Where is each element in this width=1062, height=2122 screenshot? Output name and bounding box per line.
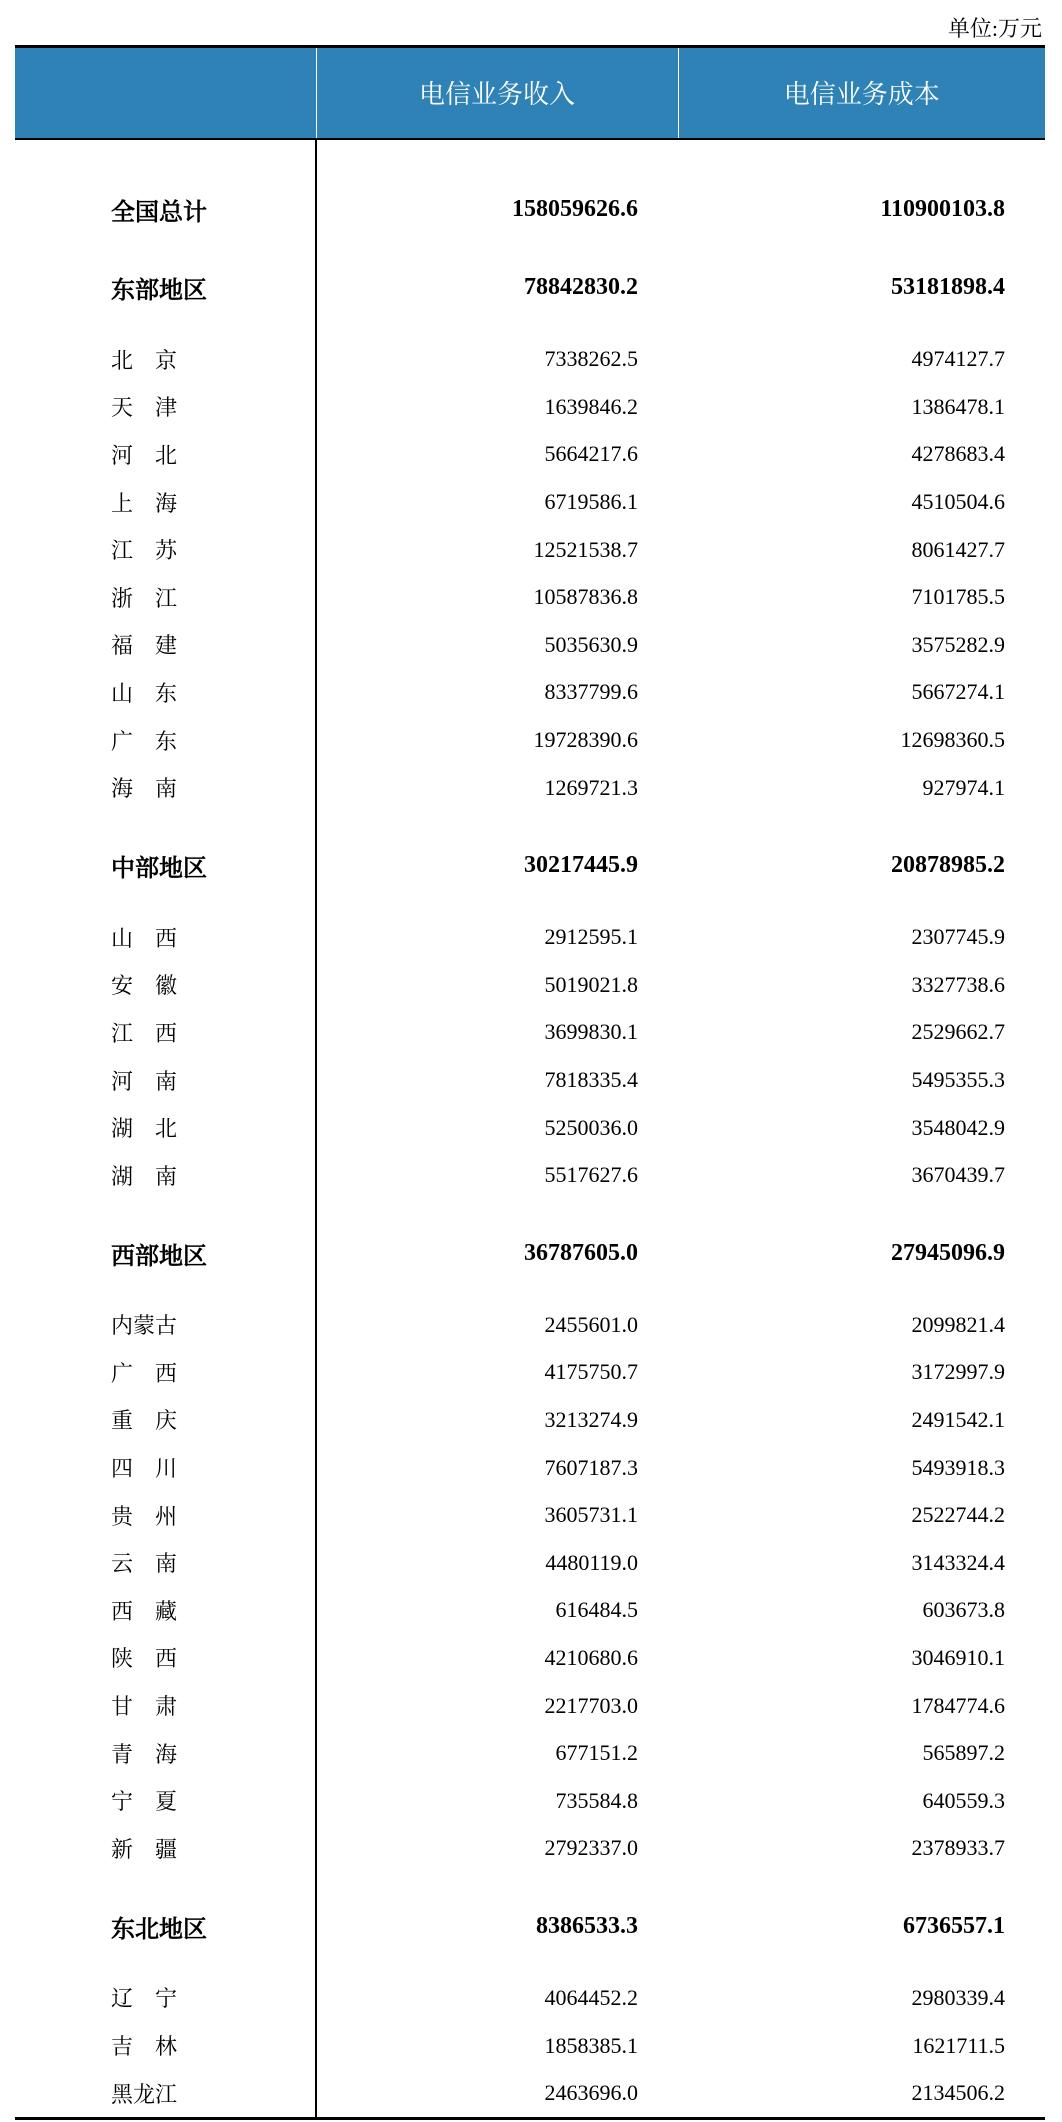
row-name: 四 川 bbox=[15, 1444, 316, 1492]
row-income: 1269721.3 bbox=[544, 774, 638, 800]
table-row-region bbox=[15, 264, 1045, 312]
row-income: 735584.8 bbox=[555, 1787, 638, 1813]
table-row-province bbox=[15, 1444, 1045, 1492]
table-row-province bbox=[15, 1349, 1045, 1397]
table-row-province bbox=[15, 1974, 1045, 2022]
row-cost: 53181898.4 bbox=[891, 274, 1005, 300]
row-income: 2217703.0 bbox=[544, 1692, 638, 1718]
row-cost: 12698360.5 bbox=[900, 727, 1005, 753]
table-row-province bbox=[15, 764, 1045, 812]
telecom-table-container bbox=[15, 45, 1045, 2120]
table-row-province bbox=[15, 913, 1045, 961]
row-income: 6719586.1 bbox=[544, 489, 638, 515]
row-cost: 640559.3 bbox=[922, 1787, 1005, 1813]
row-name: 中部地区 bbox=[15, 841, 316, 889]
row-cost: 2491542.1 bbox=[911, 1406, 1005, 1432]
table-body bbox=[15, 139, 1045, 2119]
row-income: 5035630.9 bbox=[544, 631, 638, 657]
row-name: 青 海 bbox=[15, 1729, 316, 1777]
row-cost: 5667274.1 bbox=[911, 679, 1005, 705]
row-income: 10587836.8 bbox=[533, 584, 638, 610]
row-name: 安 徽 bbox=[15, 961, 316, 1009]
row-income: 3605731.1 bbox=[544, 1502, 638, 1528]
row-cost: 3327738.6 bbox=[911, 971, 1005, 997]
row-income: 2463696.0 bbox=[316, 2069, 678, 2118]
table-row-province bbox=[15, 573, 1045, 621]
header-cost: 电信业务成本 bbox=[678, 47, 1045, 139]
row-income: 5250036.0 bbox=[544, 1114, 638, 1140]
row-income: 3699830.1 bbox=[544, 1019, 638, 1045]
header-blank bbox=[15, 47, 316, 139]
row-name: 东部地区 bbox=[15, 264, 316, 312]
table-row-province bbox=[15, 1539, 1045, 1587]
row-cost: 20878985.2 bbox=[891, 851, 1005, 878]
row-name: 云 南 bbox=[15, 1539, 316, 1587]
row-income: 1858385.1 bbox=[544, 2032, 638, 2058]
table-row-province bbox=[15, 1301, 1045, 1349]
row-cost: 2307745.9 bbox=[911, 924, 1005, 950]
row-cost: 2529662.7 bbox=[911, 1019, 1005, 1045]
table-row-province bbox=[15, 1104, 1045, 1152]
table-header bbox=[15, 47, 1045, 139]
row-cost: 927974.1 bbox=[922, 774, 1005, 800]
row-cost: 1784774.6 bbox=[911, 1692, 1005, 1718]
row-income: 2912595.1 bbox=[544, 924, 638, 950]
table-row-province bbox=[15, 1729, 1045, 1777]
row-name: 全国总计 bbox=[15, 186, 316, 234]
row-cost: 110900103.8 bbox=[880, 196, 1005, 222]
table-row-province bbox=[15, 1777, 1045, 1825]
row-income: 36787605.0 bbox=[524, 1239, 638, 1266]
row-name: 福 建 bbox=[15, 621, 316, 669]
row-income: 4175750.7 bbox=[544, 1359, 638, 1385]
row-cost: 3143324.4 bbox=[911, 1549, 1005, 1575]
table-row-region bbox=[15, 1229, 1045, 1277]
row-income: 12521538.7 bbox=[533, 536, 638, 562]
unit-label: 单位:万元 bbox=[947, 16, 1042, 41]
row-cost: 603673.8 bbox=[922, 1597, 1005, 1623]
row-name: 广 西 bbox=[15, 1349, 316, 1397]
table-row-province bbox=[15, 478, 1045, 526]
row-name: 湖 南 bbox=[15, 1151, 316, 1199]
row-cost: 4510504.6 bbox=[911, 489, 1005, 515]
table-row-province bbox=[15, 383, 1045, 431]
row-cost: 5495355.3 bbox=[911, 1067, 1005, 1093]
row-name: 贵 州 bbox=[15, 1491, 316, 1539]
row-income: 5664217.6 bbox=[544, 441, 638, 467]
table-row-province bbox=[15, 1587, 1045, 1635]
table-row-province bbox=[15, 716, 1045, 764]
row-cost: 3575282.9 bbox=[911, 631, 1005, 657]
row-income: 8386533.3 bbox=[536, 1912, 638, 1939]
row-cost: 4974127.7 bbox=[911, 346, 1005, 372]
row-name: 甘 肃 bbox=[15, 1682, 316, 1730]
row-income: 5019021.8 bbox=[544, 971, 638, 997]
row-name: 东北地区 bbox=[15, 1902, 316, 1950]
row-name: 河 南 bbox=[15, 1056, 316, 1104]
row-cost: 6736557.1 bbox=[903, 1912, 1005, 1939]
row-income: 158059626.6 bbox=[512, 196, 638, 222]
table-row-province bbox=[15, 1634, 1045, 1682]
row-income: 7338262.5 bbox=[544, 346, 638, 372]
row-income: 677151.2 bbox=[555, 1740, 638, 1766]
row-cost: 2378933.7 bbox=[911, 1835, 1005, 1861]
table-row-province bbox=[15, 1009, 1045, 1057]
row-name: 西部地区 bbox=[15, 1229, 316, 1277]
row-cost: 5493918.3 bbox=[911, 1454, 1005, 1480]
row-income: 616484.5 bbox=[555, 1597, 638, 1623]
row-cost: 3670439.7 bbox=[911, 1162, 1005, 1188]
row-cost: 3172997.9 bbox=[911, 1359, 1005, 1385]
row-name: 吉 林 bbox=[15, 2022, 316, 2070]
row-name: 江 西 bbox=[15, 1009, 316, 1057]
row-income: 1639846.2 bbox=[544, 393, 638, 419]
table-row-province bbox=[15, 431, 1045, 479]
table-row-province bbox=[15, 669, 1045, 717]
row-name: 山 西 bbox=[15, 913, 316, 961]
row-name: 广 东 bbox=[15, 716, 316, 764]
row-cost: 2980339.4 bbox=[911, 1984, 1005, 2010]
row-name: 江 苏 bbox=[15, 526, 316, 574]
row-income: 7818335.4 bbox=[544, 1067, 638, 1093]
table-row-province bbox=[15, 1682, 1045, 1730]
row-name: 山 东 bbox=[15, 669, 316, 717]
row-income: 2792337.0 bbox=[544, 1835, 638, 1861]
row-name: 陕 西 bbox=[15, 1634, 316, 1682]
row-income: 4064452.2 bbox=[544, 1984, 638, 2010]
row-name: 海 南 bbox=[15, 764, 316, 812]
row-name: 湖 北 bbox=[15, 1104, 316, 1152]
row-income: 19728390.6 bbox=[533, 727, 638, 753]
row-name: 新 疆 bbox=[15, 1825, 316, 1873]
table-row-province bbox=[15, 336, 1045, 384]
row-name: 宁 夏 bbox=[15, 1777, 316, 1825]
table-row-province bbox=[15, 2022, 1045, 2070]
row-cost: 7101785.5 bbox=[911, 584, 1005, 610]
telecom-table bbox=[15, 45, 1045, 2120]
table-row-region bbox=[15, 841, 1045, 889]
row-cost: 27945096.9 bbox=[891, 1239, 1005, 1266]
row-name: 西 藏 bbox=[15, 1587, 316, 1635]
row-cost: 2522744.2 bbox=[911, 1502, 1005, 1528]
row-name: 内蒙古 bbox=[15, 1301, 316, 1349]
table-row-region bbox=[15, 1902, 1045, 1950]
table-row-province bbox=[15, 526, 1045, 574]
row-cost: 3046910.1 bbox=[911, 1644, 1005, 1670]
row-cost: 8061427.7 bbox=[911, 536, 1005, 562]
row-income: 7607187.3 bbox=[544, 1454, 638, 1480]
table-row-province bbox=[15, 621, 1045, 669]
row-income: 8337799.6 bbox=[544, 679, 638, 705]
row-cost: 565897.2 bbox=[922, 1740, 1005, 1766]
row-name: 浙 江 bbox=[15, 573, 316, 621]
row-cost: 4278683.4 bbox=[911, 441, 1005, 467]
table-row-province bbox=[15, 961, 1045, 1009]
table-row-total bbox=[15, 186, 1045, 234]
header-income: 电信业务收入 bbox=[316, 47, 678, 139]
table-row-province bbox=[15, 2069, 1045, 2118]
row-income: 4480119.0 bbox=[545, 1549, 638, 1575]
row-name: 黑龙江 bbox=[15, 2069, 316, 2118]
row-cost: 2134506.2 bbox=[678, 2069, 1045, 2118]
row-cost: 1621711.5 bbox=[912, 2032, 1005, 2058]
table-row-province bbox=[15, 1151, 1045, 1199]
row-name: 辽 宁 bbox=[15, 1974, 316, 2022]
row-income: 30217445.9 bbox=[524, 851, 638, 878]
table-row-province bbox=[15, 1056, 1045, 1104]
row-name: 天 津 bbox=[15, 383, 316, 431]
row-name: 河 北 bbox=[15, 431, 316, 479]
row-income: 2455601.0 bbox=[544, 1311, 638, 1337]
row-name: 上 海 bbox=[15, 478, 316, 526]
row-name: 重 庆 bbox=[15, 1396, 316, 1444]
table-row-province bbox=[15, 1396, 1045, 1444]
row-cost: 2099821.4 bbox=[911, 1311, 1005, 1337]
row-name: 北 京 bbox=[15, 336, 316, 384]
row-income: 3213274.9 bbox=[544, 1406, 638, 1432]
row-cost: 3548042.9 bbox=[911, 1114, 1005, 1140]
row-cost: 1386478.1 bbox=[911, 393, 1005, 419]
row-income: 78842830.2 bbox=[524, 274, 638, 300]
row-income: 4210680.6 bbox=[544, 1644, 638, 1670]
row-income: 5517627.6 bbox=[544, 1162, 638, 1188]
table-row-province bbox=[15, 1825, 1045, 1873]
table-row-province bbox=[15, 1491, 1045, 1539]
